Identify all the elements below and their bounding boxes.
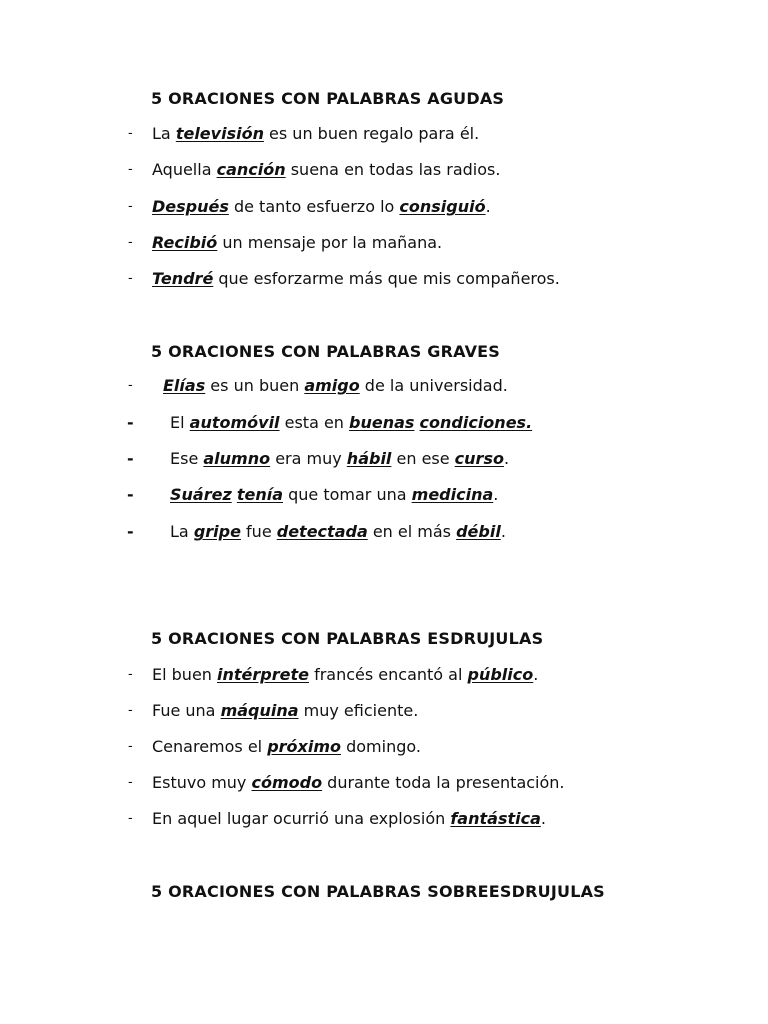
sentence-text: .: [540, 809, 546, 828]
list-bullet: -: [128, 271, 133, 286]
sentence-text: Fue una: [152, 701, 221, 720]
list-bullet: -: [128, 667, 133, 682]
keyword: público: [467, 665, 534, 684]
sentence-text: que tomar una: [283, 485, 412, 504]
list-bullet: -: [127, 449, 134, 468]
sentence-text: El: [170, 413, 190, 432]
section-heading-sobreesdrujulas: 5 ORACIONES CON PALABRAS SOBREESDRUJULAS: [151, 882, 605, 901]
keyword: gripe: [193, 522, 241, 541]
keyword: curso: [454, 449, 504, 468]
sentence-text: Aquella: [152, 160, 217, 179]
list-bullet: -: [128, 775, 133, 790]
list-bullet: -: [128, 378, 133, 393]
keyword: televisión: [175, 124, 264, 143]
sentence-text: suena en todas las radios.: [285, 160, 501, 179]
sentence: [152, 772, 565, 794]
keyword: hábil: [346, 449, 392, 468]
keyword: detectada: [276, 522, 368, 541]
sentence-text: En aquel lugar ocurrió una explosión: [152, 809, 451, 828]
keyword: Elías: [163, 376, 206, 395]
sentence-text: era muy: [270, 449, 347, 468]
keyword: amigo: [304, 376, 360, 395]
keyword: consiguió: [399, 197, 486, 216]
keyword: cómodo: [251, 773, 323, 792]
keyword: Recibió: [152, 233, 218, 252]
keyword: automóvil: [189, 413, 280, 432]
sentence-text: .: [493, 485, 499, 504]
sentence: [170, 521, 506, 543]
sentence: [152, 123, 479, 145]
sentence-text: Cenaremos el: [152, 737, 268, 756]
section-heading-agudas: 5 ORACIONES CON PALABRAS AGUDAS: [151, 89, 505, 108]
section-heading-graves: 5 ORACIONES CON PALABRAS GRAVES: [151, 342, 501, 361]
sentence-text: La: [152, 124, 176, 143]
sentence-text: Estuvo muy: [152, 773, 252, 792]
list-bullet: -: [128, 811, 133, 826]
list-bullet: -: [128, 199, 133, 214]
sentence-text: .: [485, 197, 491, 216]
sentence-text: francés encantó al: [308, 665, 468, 684]
keyword: débil: [456, 522, 501, 541]
sentence: [152, 196, 491, 218]
sentence-text: en ese: [391, 449, 455, 468]
keyword: máquina: [220, 701, 299, 720]
sentence: [152, 736, 421, 758]
keyword: Tendré: [152, 269, 214, 288]
sentence-text: en el más: [367, 522, 457, 541]
sentence-text: un mensaje por la mañana.: [217, 233, 443, 252]
sentence-text: El buen: [152, 665, 218, 684]
sentence-text: .: [500, 522, 506, 541]
keyword: intérprete: [217, 665, 309, 684]
sentence-text: de la universidad.: [359, 376, 508, 395]
sentence: [170, 412, 532, 434]
list-bullet: -: [128, 126, 133, 141]
sentence-text: esta en: [279, 413, 350, 432]
list-bullet: -: [127, 485, 134, 504]
keyword: canción: [216, 160, 286, 179]
keyword: Después: [152, 197, 229, 216]
sentence: [170, 448, 509, 470]
sentence: [152, 664, 538, 686]
sentence-text: es un buen regalo para él.: [263, 124, 480, 143]
list-bullet: -: [128, 703, 133, 718]
keyword: condiciones.: [419, 413, 533, 432]
sentence: [163, 375, 508, 397]
keyword: medicina: [411, 485, 494, 504]
sentence-text: de tanto esfuerzo lo: [228, 197, 400, 216]
sentence-text: .: [533, 665, 539, 684]
list-bullet: -: [128, 235, 133, 250]
keyword: alumno: [203, 449, 271, 468]
keyword: tenía: [236, 485, 284, 504]
list-bullet: -: [128, 162, 133, 177]
keyword: fantástica: [450, 809, 541, 828]
sentence: [152, 159, 500, 181]
sentence-text: que esforzarme más que mis compañeros.: [213, 269, 560, 288]
sentence: [152, 268, 560, 290]
sentence-text: domingo.: [341, 737, 421, 756]
sentence: [152, 700, 418, 722]
list-bullet: -: [127, 413, 134, 432]
keyword: próximo: [267, 737, 342, 756]
keyword: buenas: [349, 413, 415, 432]
sentence: [152, 808, 546, 830]
sentence-text: es un buen: [205, 376, 305, 395]
sentence-text: muy eficiente.: [298, 701, 419, 720]
section-heading-esdrujulas: 5 ORACIONES CON PALABRAS ESDRUJULAS: [151, 629, 544, 648]
sentence-text: La: [170, 522, 194, 541]
sentence-text: durante toda la presentación.: [322, 773, 565, 792]
sentence-text: fue: [240, 522, 277, 541]
list-bullet: -: [127, 522, 134, 541]
keyword: Suárez: [170, 485, 232, 504]
sentence-text: .: [503, 449, 510, 468]
sentence: [152, 232, 442, 254]
sentence: [170, 484, 498, 506]
sentence-text: Ese: [170, 449, 204, 468]
list-bullet: -: [128, 739, 133, 754]
